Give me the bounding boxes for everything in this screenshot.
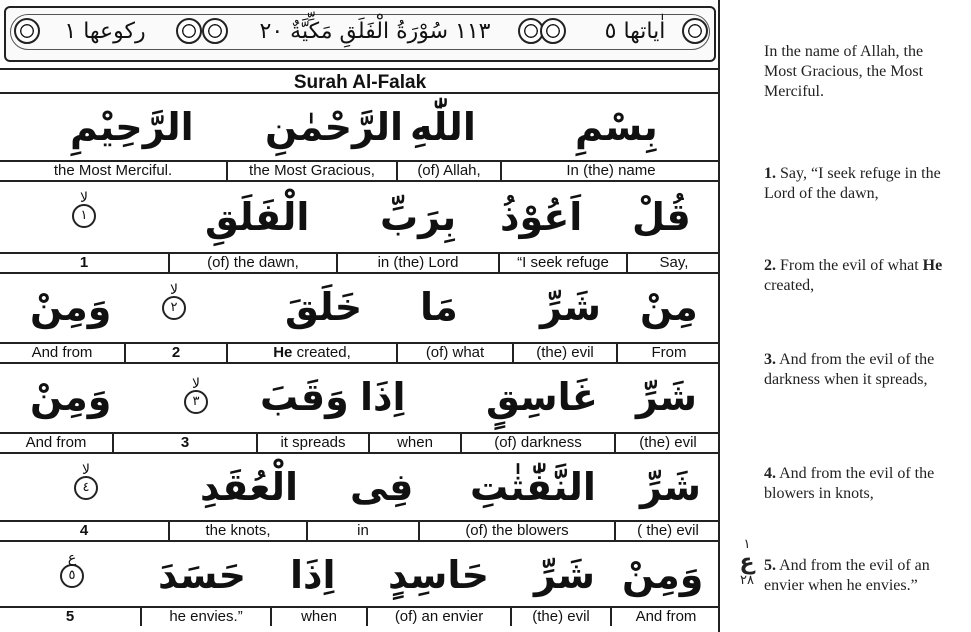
waqf-mark: لا (170, 282, 178, 298)
ruku-marker (734, 538, 760, 588)
translation-cell: “I seek refuge (498, 254, 626, 272)
verse-text: And from the evil of an envier when he envies.” (764, 557, 930, 594)
arabic-word: الْعُقَدِ (200, 465, 299, 509)
divine-pronoun: He (273, 344, 293, 361)
arabic-word: وَمِنْ (30, 285, 112, 329)
translation-cell: (of) darkness (460, 434, 614, 452)
verse-translation-5 (764, 556, 956, 596)
arabic-row-ayah-3 (0, 364, 720, 432)
ayah-end-marker (70, 192, 98, 222)
arabic-word: حَاسِدٍ (388, 553, 489, 597)
arabic-row-ayah-5 (0, 542, 720, 606)
translation-cell: in (the) Lord (336, 254, 498, 272)
arabic-word: مِنْ (640, 285, 698, 329)
ayah-number-circle: ١ (72, 204, 96, 228)
arabic-word: فِى (350, 465, 414, 509)
translation-cell: And from (610, 608, 720, 626)
translation-row-ayah-3 (0, 432, 720, 454)
verse-translation-3 (764, 350, 956, 390)
arabic-word: بِسْمِ (575, 105, 658, 149)
translation-cell: (of) an envier (366, 608, 510, 626)
verse-text: And from the evil of the darkness when it spreads, (764, 351, 935, 388)
translation-row-ayah-1 (0, 252, 720, 274)
translation-cell: he envies.” (140, 608, 270, 626)
verse-text: From the evil of what (780, 257, 919, 274)
arabic-word: وَمِنْ (30, 375, 112, 419)
ayah-number-circle: ٥ (60, 564, 84, 588)
translation-cell: (of) the dawn, (168, 254, 336, 272)
translation-cell: (the) evil (512, 344, 616, 362)
surah-title: Surah Al-Falak (0, 68, 720, 94)
verse-text: created, (764, 277, 815, 294)
arabic-word: وَقَبَ (260, 375, 349, 419)
ruku-count: رکوعها ١ (64, 18, 146, 44)
translation-cell: (of) what (396, 344, 512, 362)
ayah-number-circle: ٤ (74, 476, 98, 500)
translation-cell: 1 (79, 254, 89, 271)
divine-pronoun: He (922, 257, 943, 274)
arabic-word: مَا (420, 285, 458, 329)
translation-word: created, (296, 344, 351, 361)
waqf-mark: لا (192, 376, 200, 392)
ayah-end-marker (72, 464, 100, 494)
translation-row-ayah-2 (0, 342, 720, 364)
arabic-word: الْفَلَقِ (205, 195, 310, 239)
arabic-word: شَرِّ (640, 465, 702, 509)
ayah-number-circle: ٣ (184, 390, 208, 414)
translation-cell: And from (31, 344, 93, 361)
ayah-number-circle: ٢ (162, 296, 186, 320)
verse-number: 3. (764, 351, 776, 368)
arabic-word: اِذَا (290, 553, 336, 597)
arabic-word: بِرَبِّ (380, 195, 457, 239)
arabic-word: حَسَدَ (158, 553, 247, 597)
arabic-row-ayah-4 (0, 454, 720, 520)
arabic-word: الرَّحِيْمِ (70, 105, 194, 149)
translation-cell: it spreads (256, 434, 368, 452)
translation-cell: (the) evil (614, 434, 720, 452)
translation-row-basmala (0, 160, 720, 182)
ruku-top-number: ١ (743, 537, 751, 552)
arabic-word: قُلْ (632, 195, 691, 239)
verse-number: 5. (764, 557, 776, 574)
translation-cell: (of) the blowers (418, 522, 614, 540)
arabic-word: الرَّحْمٰنِ (265, 105, 403, 149)
arabic-row-basmala (0, 96, 720, 158)
arabic-word: وَمِنْ (622, 553, 704, 597)
arabic-row-ayah-2 (0, 274, 720, 342)
arabic-word: اَعُوْذُ (500, 195, 583, 239)
surah-header (0, 0, 720, 70)
translation-cell: (the) evil (510, 608, 610, 626)
rosette-ornament-icon (202, 18, 228, 44)
ruku-bottom-number: ٢٨ (740, 573, 754, 588)
ayah-end-marker (58, 552, 86, 582)
verse-number: 2. (764, 257, 776, 274)
ayat-count: اٰیاتها ٥ (604, 18, 666, 44)
arabic-row-ayah-1 (0, 182, 720, 252)
verse-text: And from the evil of the blowers in knots, (764, 465, 935, 502)
translation-cell: (of) Allah, (396, 162, 500, 180)
arabic-word: اللّٰهِ (410, 105, 476, 149)
verse-text: Say, “I seek refuge in the Lord of the dawn, (764, 165, 941, 202)
waqf-mark: لا (82, 462, 90, 478)
verse-translation-1 (764, 164, 956, 204)
translation-cell: in (306, 522, 418, 540)
waqf-mark: لا (80, 190, 88, 206)
translation-cell: 4 (79, 522, 89, 539)
translation-cell: ( the) evil (614, 522, 720, 540)
translation-cell: the Most Gracious, (226, 162, 396, 180)
verse-translation-4 (764, 464, 956, 504)
verse-translation-2 (764, 256, 956, 296)
ruku-ain-icon: ع (739, 550, 755, 575)
rosette-ornament-icon (176, 18, 202, 44)
translation-cell (226, 344, 396, 362)
arabic-word: غَاسِقٍ (486, 375, 598, 419)
translation-cell: Say, (626, 254, 720, 272)
translation-cell: From (616, 344, 720, 362)
translation-cell: In (the) name (500, 162, 720, 180)
arabic-word: شَرِّ (540, 285, 602, 329)
translation-cell: 5 (65, 608, 75, 625)
translation-row-ayah-5 (0, 606, 720, 628)
translation-cell: when (270, 608, 366, 626)
arabic-word: شَرِّ (636, 375, 698, 419)
arabic-word: اِذَا (360, 375, 406, 419)
translation-cell: 2 (124, 344, 226, 362)
ayah-end-marker (160, 284, 188, 314)
verse-number: 4. (764, 465, 776, 482)
arabic-word: شَرِّ (534, 553, 596, 597)
verse-number: 1. (764, 165, 776, 182)
translation-cell: when (368, 434, 460, 452)
translation-cell: the knots, (168, 522, 306, 540)
basmala-translation: In the name of Allah, the Most Gracious, the Most Merciful. (764, 43, 924, 100)
translation-cell: 3 (112, 434, 256, 452)
surah-name-arabic: ١١٣ سُوْرَةُ الْفَلَقِ مَكِّيَّةٌ ٢٠ (259, 18, 491, 44)
arabic-word: النَّفّٰثٰتِ (470, 465, 596, 509)
translation-row-ayah-4 (0, 520, 720, 542)
ruku-mark: ع (67, 550, 77, 566)
arabic-word: خَلَقَ (285, 285, 363, 329)
translation-cell: the Most Merciful. (53, 162, 173, 179)
translation-cell: And from (25, 434, 87, 451)
rosette-ornament-icon (14, 18, 40, 44)
full-translation-column (734, 0, 964, 632)
ayah-end-marker (182, 378, 210, 408)
